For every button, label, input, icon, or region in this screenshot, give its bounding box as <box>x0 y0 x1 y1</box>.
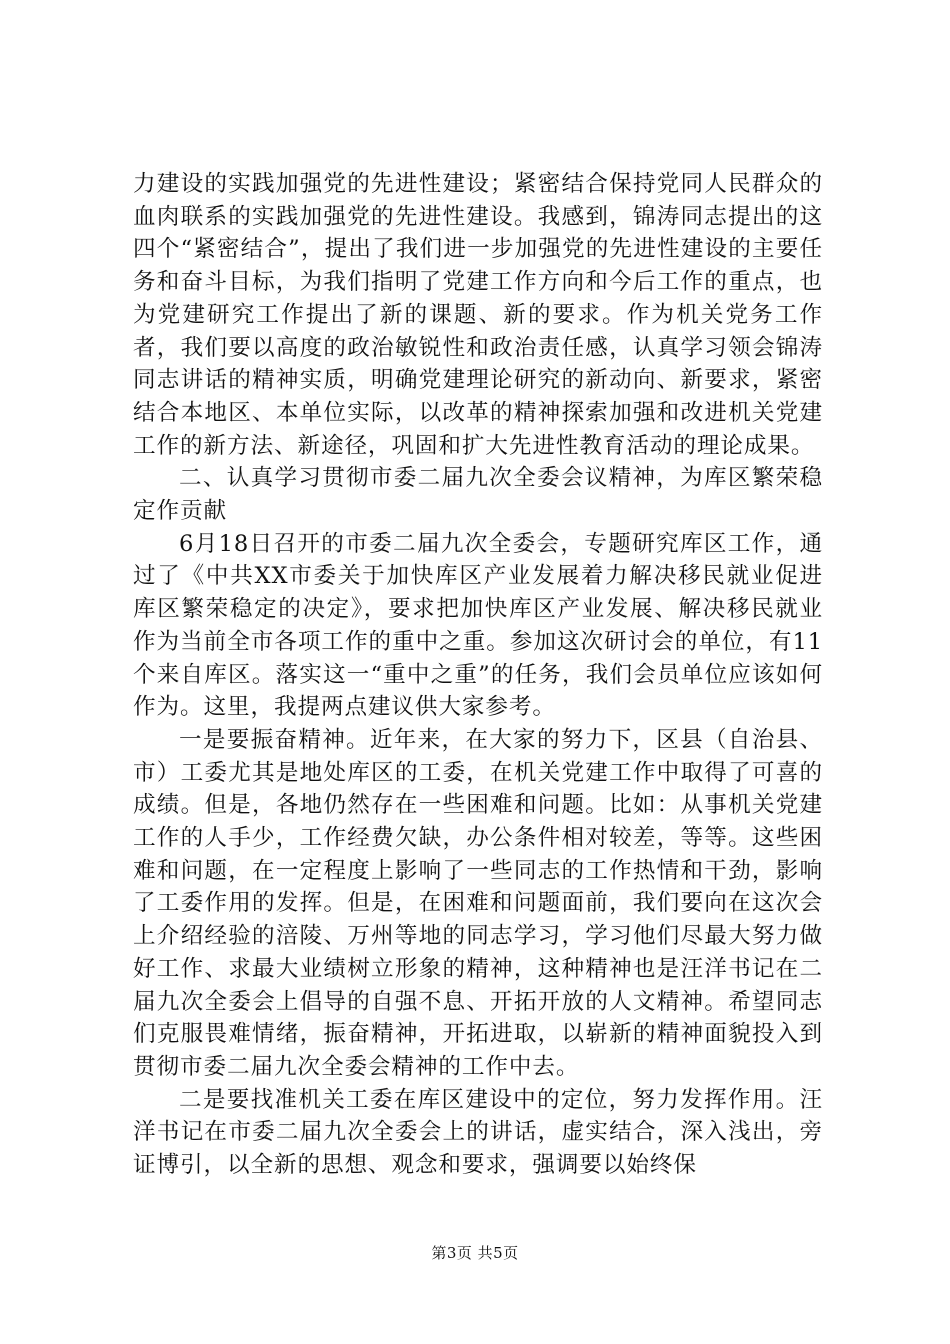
document-body <box>133 168 823 1182</box>
paragraph-continuation: 力建设的实践加强党的先进性建设；紧密结合保持党同人民群众的血肉联系的实践加强党的先进性建设。我感到，锦涛同志提出的这四个“紧密结合”，提出了我们进一步加强党的先进性建设的主要任务和奋斗目标，为我们指明了党建工作方向和今后工作的重点，也为党建研究工作提出了新的课题、新的要求。作为机关党务工作者，我们要以高度的政治敏锐性和政治责任感，认真学习领会锦涛同志讲话的精神实质，明确党建理论研究的新动向、新要求，紧密结合本地区、本单位实际，以改革的精神探索加强和改进机关党建工作的新方法、新途径，巩固和扩大先进性教育活动的理论成果。 <box>133 171 823 459</box>
section-heading: 二、认真学习贯彻市委二届九次全委会议精神，为库区繁荣稳定作贡献 <box>133 465 823 525</box>
paragraph: 6月18日召开的市委二届九次全委会，专题研究库区工作，通过了《中共XX市委关于加快库区产业发展着力解决移民就业促进库区繁荣稳定的决定》，要求把加快库区产业发展、解决移民就业作为当前全市各项工作的重中之重。参加这次研讨会的单位，有11个来自库区。落实这一“重中之重”的任务，我们会员单位应该如何作为。这里，我提两点建议供大家参考。 <box>133 530 823 721</box>
paragraph: 二是要找准机关工委在库区建设中的定位，努力发挥作用。汪洋书记在市委二届九次全委会上的讲话，虚实结合，深入浅出，旁证博引，以全新的思想、观念和要求，强调要以始终保 <box>133 1086 823 1179</box>
page-footer: 第3页 共5页 <box>431 1244 519 1262</box>
paragraph: 一是要振奋精神。近年来，在大家的努力下，区县（自治县、市）工委尤其是地处库区的工委，在机关党建工作中取得了可喜的成绩。但是，各地仍然存在一些困难和问题。比如：从事机关党建工作的人手少，工作经费欠缺，办公条件相对较差，等等。这些困难和问题，在一定程度上影响了一些同志的工作热情和干劲，影响了工委作用的发挥。但是，在困难和问题面前，我们要向在这次会上介绍经验的涪陵、万州等地的同志学习，学习他们尽最大努力做好工作、求最大业绩树立形象的精神，这种精神也是汪洋书记在二届九次全委会上倡导的自强不息、开拓开放的人文精神。希望同志们克服畏难情绪，振奋精神，开拓进取，以崭新的精神面貌投入到贯彻市委二届九次全委会精神的工作中去。 <box>133 726 823 1080</box>
